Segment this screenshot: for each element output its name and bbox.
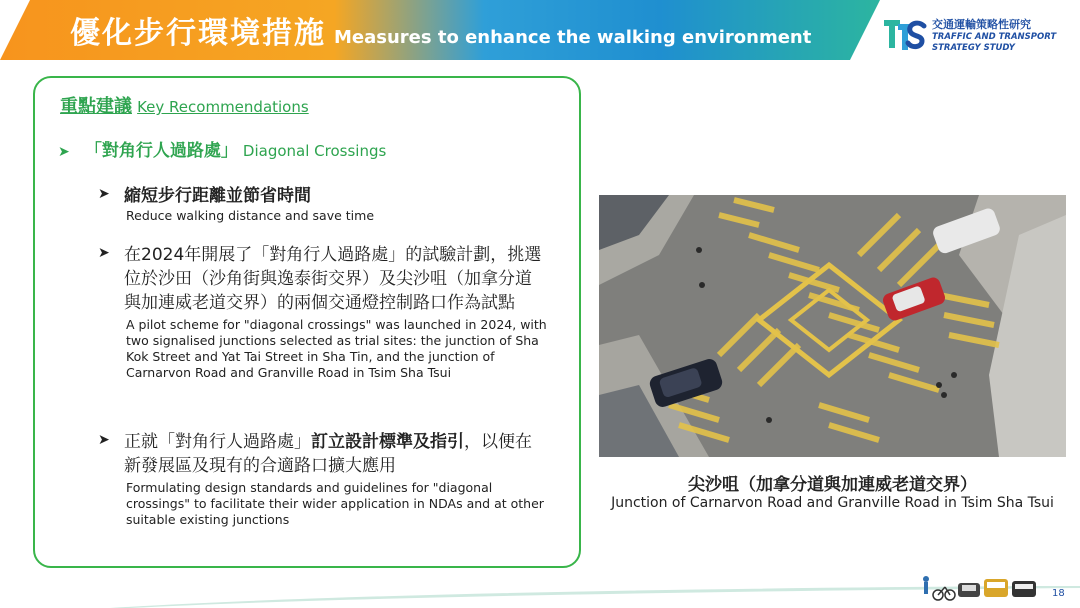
bullet-text-en: Formulating design standards and guidelines for "diagonal crossings" to facilitate their wider application in NDAs and at other suitable existing junctions xyxy=(126,480,544,527)
photo-caption-en: Junction of Carnarvon Road and Granville Road in Tsim Sha Tsui xyxy=(611,495,1054,511)
bullet-text-zh: 縮短步行距離並節省時間 xyxy=(124,186,311,206)
logo-text-en-line1: TRAFFIC AND TRANSPORT xyxy=(932,32,1057,42)
topic-zh: 「對角行人過路處」 xyxy=(84,141,238,161)
page-title-en: Measures to enhance the walking environment xyxy=(334,27,812,48)
bullet-text-zh xyxy=(124,430,548,478)
section-heading xyxy=(60,92,309,118)
topic-en: Diagonal Crossings xyxy=(242,142,387,160)
page-title xyxy=(70,8,811,52)
bullet-item xyxy=(98,184,568,224)
bullet-text-zh-pre: 正就「對角行人過路處」 xyxy=(124,432,311,452)
arrow-bullet-icon: ➤ xyxy=(98,186,110,202)
section-heading-zh: 重點建議 xyxy=(60,96,132,117)
bullet-item xyxy=(98,430,548,528)
bullet-text-zh: 在2024年開展了「對角行人過路處」的試驗計劃，挑選位於沙田（沙角街與逸泰街交界）及尖沙咀（加拿分道與加連威老道交界）的兩個交通燈控制路口作為試點 xyxy=(124,245,542,313)
train-icon xyxy=(1012,581,1036,597)
section-heading-en: Key Recommendations xyxy=(137,98,309,116)
bullet-text-zh-post: ，以便在新發展區及現有的合適路口擴大應用 xyxy=(124,432,532,476)
logo-text-en xyxy=(932,32,1056,54)
study-logo xyxy=(878,12,1068,58)
bullet-item xyxy=(98,243,548,381)
logo-text-en-line2: STRATEGY STUDY xyxy=(932,43,1015,53)
transport-mode-icons xyxy=(918,573,1038,603)
logo-text-zh: 交通運輸策略性研究 xyxy=(932,18,1031,31)
tts-logo-icon xyxy=(878,12,930,56)
bullet-text-zh-bold: 訂立設計標準及指引 xyxy=(311,432,464,452)
arrow-bullet-icon: ➤ xyxy=(98,432,110,448)
bus-icon xyxy=(984,579,1008,597)
vehicle-icon xyxy=(958,583,980,597)
page-number: 18 xyxy=(1052,588,1065,599)
arrow-bullet-icon: ➤ xyxy=(58,144,70,160)
photo-caption-zh: 尖沙咀（加拿分道與加連威老道交界） xyxy=(688,475,977,495)
bullet-text-en: Reduce walking distance and save time xyxy=(126,208,375,223)
diagonal-crossing-image xyxy=(599,195,1066,457)
bullet-text-en: A pilot scheme for "diagonal crossings" was launched in 2024, with two signalised junctions selected as trial sites: the junction of Sha Kok Street and Yat Tai Street in Sha Tin, and the junction of Carnarvon Road and Granville Road in Tsim Sha Tsui xyxy=(126,317,547,380)
bicycle-icon xyxy=(933,587,955,600)
page-title-zh: 優化步行環境措施 xyxy=(70,16,326,51)
topic-diagonal-crossings xyxy=(58,136,386,161)
arrow-bullet-icon: ➤ xyxy=(98,245,110,261)
pedestrian-icon xyxy=(923,576,929,594)
junction-photo xyxy=(599,195,1066,457)
